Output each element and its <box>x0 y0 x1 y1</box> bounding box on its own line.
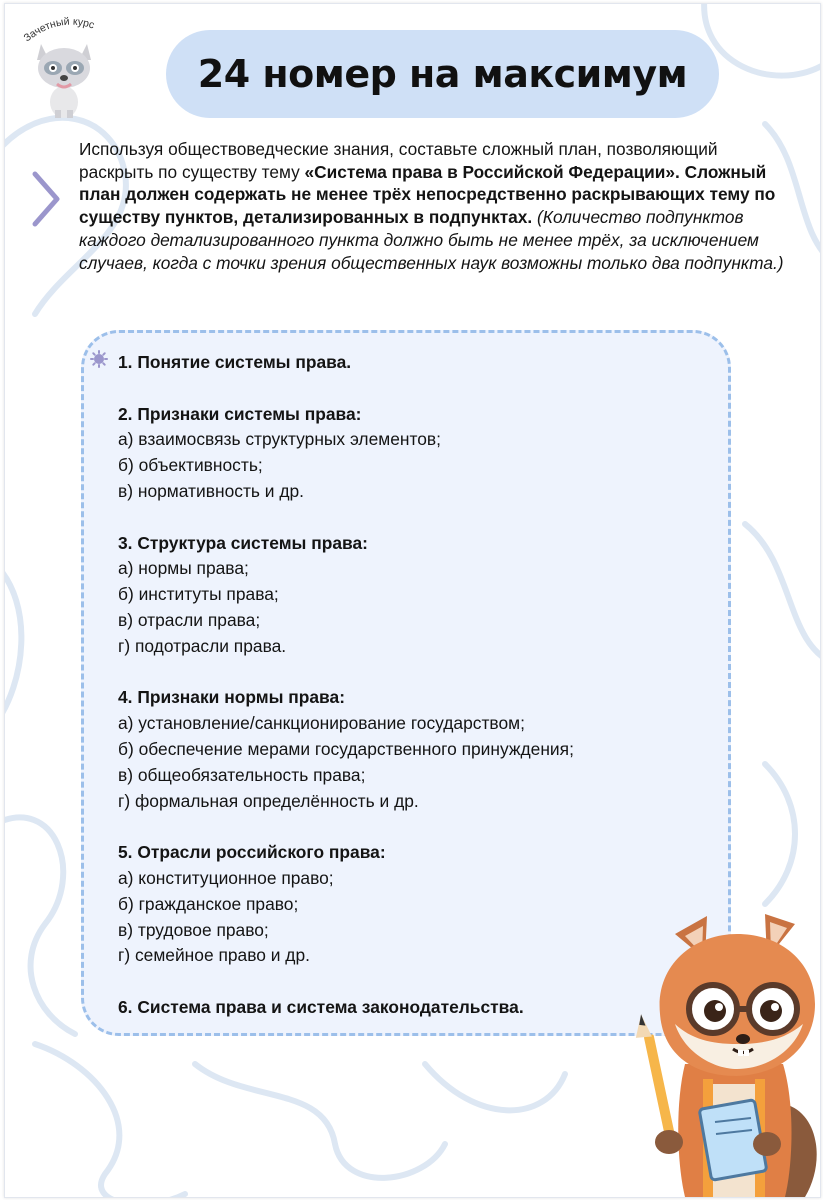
logo <box>19 8 109 118</box>
plan-subitem: в) общеобязательность права; <box>118 764 366 785</box>
title-banner <box>166 30 719 118</box>
plan-heading: 4. Признаки нормы права: <box>118 687 345 708</box>
task-note: (Количество подпунктов каждого детализированного пункта должно быть не менее трёх, за исключением случаев, когда с точки зрения общественных наук возможны только два подпункта.) <box>79 207 784 273</box>
plan-subitem: в) нормативность и др. <box>118 480 304 501</box>
plan-subitem: а) нормы права; <box>118 558 249 579</box>
task-text <box>79 138 793 274</box>
svg-text:Зачетный курс: Зачетный курс <box>21 15 96 45</box>
page-title: 24 номер на максимум <box>197 52 688 96</box>
plan-heading: 5. Отрасли российского права: <box>118 842 386 863</box>
plan-subitem: б) институты права; <box>118 584 279 605</box>
task-topic: «Система права в Российской Федерации». <box>304 161 680 182</box>
plan-subitem: г) подотрасли права. <box>118 635 287 656</box>
raccoon-with-pencil-icon <box>615 904 820 1197</box>
plan-heading: 2. Признаки системы права: <box>118 403 362 424</box>
page <box>4 3 821 1198</box>
plan-subitem: в) отрасли права; <box>118 609 261 630</box>
plan-subitem: а) установление/санкционирование государством; <box>118 713 525 734</box>
plan-subitem: в) трудовое право; <box>118 919 269 940</box>
raccoon-mascot-icon <box>29 30 99 118</box>
plan-heading: 3. Структура системы права: <box>118 532 368 553</box>
plan-section <box>118 685 718 814</box>
plan-heading: 1. Понятие системы права. <box>118 352 352 372</box>
task-requirement: Сложный план должен содержать не менее трёх непосредственно раскрывающих тему по существу пунктов, детализированных в подпунктах. <box>79 161 776 228</box>
bullet-dot-icon <box>90 350 108 368</box>
plan-subitem: б) объективность; <box>118 455 263 476</box>
chevron-right-icon <box>29 170 65 228</box>
plan-subitem: а) взаимосвязь структурных элементов; <box>118 429 441 450</box>
plan-subitem: б) обеспечение мерами государственного принуждения; <box>118 738 574 759</box>
plan-subitem: б) гражданское право; <box>118 893 299 914</box>
plan-section <box>118 402 718 505</box>
plan-subitem: а) конституционное право; <box>118 867 334 888</box>
plan-subitem: г) семейное право и др. <box>118 945 310 966</box>
plan-section <box>118 350 718 376</box>
plan-subitem: г) формальная определённость и др. <box>118 790 419 811</box>
plan-section <box>118 531 718 660</box>
plan-heading: 6. Система права и система законодательства. <box>118 996 524 1017</box>
task-intro: Используя обществоведческие знания, составьте сложный план, позволяющий раскрыть по существу тему <box>79 139 718 182</box>
